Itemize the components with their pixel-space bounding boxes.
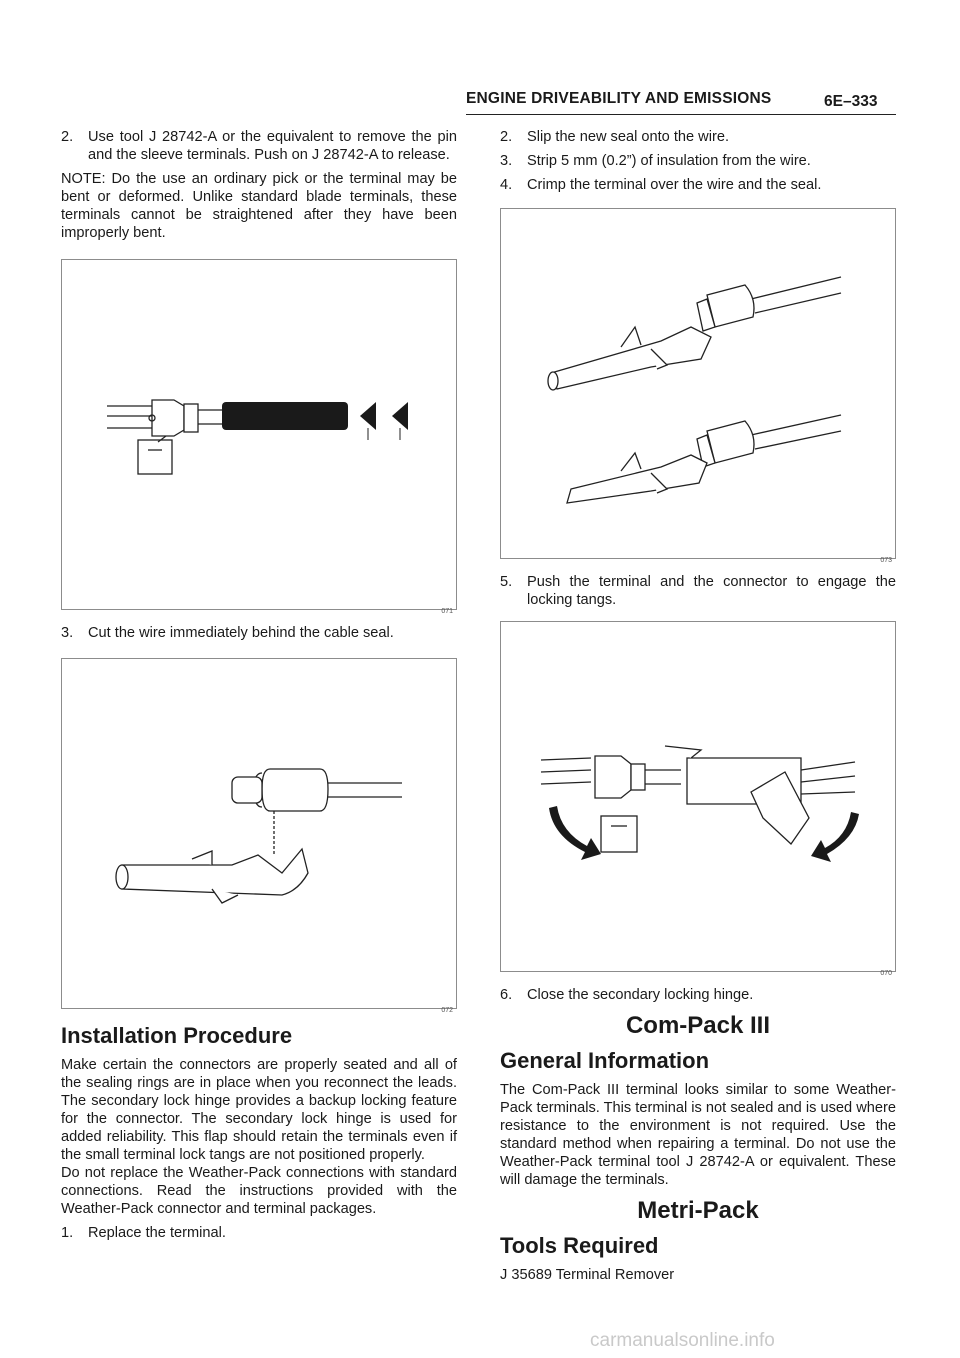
right-column	[500, 128, 896, 1290]
step-number: 2.	[61, 129, 74, 145]
figure-terminal-removal-tool	[61, 259, 457, 615]
step-3-strip-insulation	[500, 152, 896, 170]
note-paragraph: NOTE: Do the use an ordinary pick or the terminal may be bent or deformed. Unlike standard blade terminals, these terminals cannot be straightened after they have been improperly bent.	[61, 171, 457, 241]
section-title: ENGINE DRIVEABILITY AND EMISSIONS	[466, 90, 772, 107]
figure-id: 073	[880, 557, 892, 564]
figure-id: 072	[441, 1007, 453, 1014]
figure-engage-connector	[500, 621, 896, 977]
step-text: Slip the new seal onto the wire.	[527, 129, 729, 145]
step-1-replace-terminal	[61, 1224, 457, 1242]
figure-id: 070	[880, 970, 892, 977]
step-text: Cut the wire immediately behind the cable seal.	[88, 625, 394, 641]
general-information-heading: General Information	[500, 1048, 710, 1073]
step-number: 4.	[500, 177, 513, 193]
figure-crimp-terminal	[500, 208, 896, 564]
figure-cut-wire	[61, 658, 457, 1014]
step-2-slip-seal	[500, 128, 896, 146]
crimp-terminal-illustration	[501, 209, 895, 558]
installation-procedure-heading: Installation Procedure	[61, 1023, 293, 1048]
tools-required-text: J 35689 Terminal Remover	[500, 1267, 675, 1283]
step-number: 5.	[500, 574, 513, 590]
installation-paragraph-1: Make certain the connectors are properly seated and all of the sealing rings are in place when you reconnect the leads. The secondary lock hinge provides a backup locking feature for the connector. The secondary lock hinge is used for added reliability. This flap should retain the terminals even if the small terminal lock tangs are not positioned properly.	[61, 1057, 457, 1163]
com-pack-iii-heading: Com-Pack III	[625, 1012, 771, 1039]
step-3-cut-wire	[61, 624, 457, 642]
general-information-paragraph: The Com-Pack III terminal looks similar to some Weather-Pack terminals. This terminal is not sealed and is used where resistance to the environment is not required. Use the standard method when repairing a terminal. Do not use the Weather-Pack terminal tool J 28742-A or equivalent. These will damage the terminals.	[500, 1082, 896, 1188]
step-number: 6.	[500, 987, 513, 1003]
figure-id: 071	[441, 608, 453, 615]
step-text: Close the secondary locking hinge.	[527, 987, 754, 1003]
header-divider	[466, 114, 896, 115]
metri-pack-heading: Metri-Pack	[637, 1197, 759, 1224]
step-4-crimp-terminal	[500, 176, 896, 194]
engage-connector-illustration	[501, 622, 895, 971]
step-text: Replace the terminal.	[88, 1225, 226, 1241]
cut-wire-illustration	[62, 659, 456, 1008]
step-text: Use tool J 28742-A or the equivalent to remove the pin and the sleeve terminals. Push on J 28742-A to release.	[88, 129, 457, 163]
step-6-close-hinge	[500, 986, 896, 1004]
terminal-removal-illustration	[62, 260, 456, 609]
left-column	[61, 128, 457, 1248]
site-watermark: carmanualsonline.info	[590, 1330, 775, 1351]
step-number: 1.	[61, 1225, 74, 1241]
step-2-remove-terminals	[61, 128, 457, 164]
step-5-engage-locking-tangs	[500, 573, 896, 609]
step-number: 3.	[500, 153, 513, 169]
tools-required-heading: Tools Required	[500, 1233, 659, 1258]
step-text: Crimp the terminal over the wire and the seal.	[527, 177, 822, 193]
step-text: Strip 5 mm (0.2”) of insulation from the wire.	[527, 153, 811, 169]
installation-paragraph-2: Do not replace the Weather-Pack connections with standard connections. Read the instructions provided with the Weather-Pack connector and terminal packages.	[61, 1165, 457, 1217]
step-number: 2.	[500, 129, 513, 145]
step-text: Push the terminal and the connector to engage the locking tangs.	[527, 574, 896, 608]
step-number: 3.	[61, 625, 74, 641]
page-number: 6E–333	[824, 93, 878, 110]
